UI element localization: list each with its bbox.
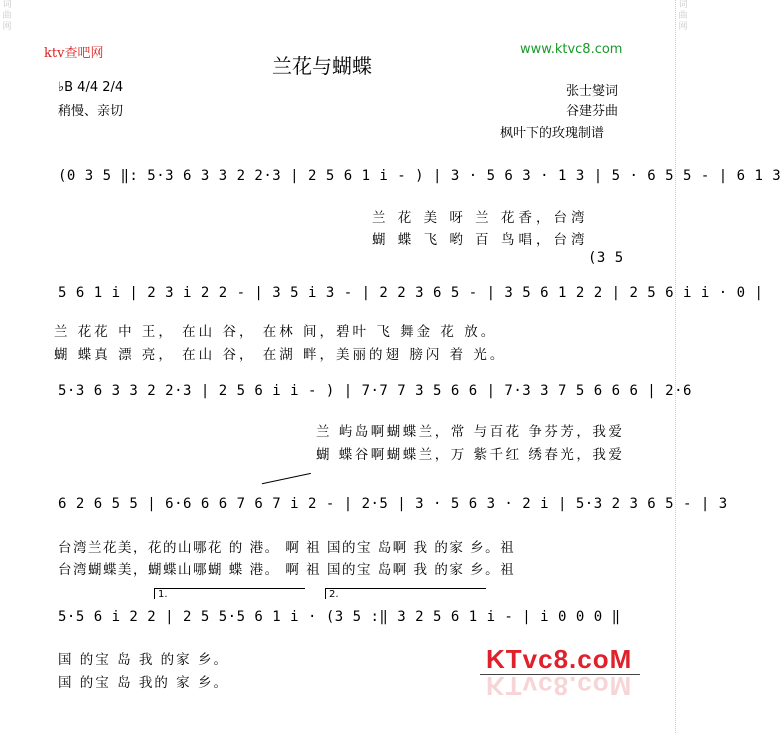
staff-line-3: 5·3 6 3 3 2 2·3 | 2 5 6 i i - ) | 7·7 7 3 5 6 6 | 7·3 3 7 5 6 6 6 | 2·6 <box>58 383 692 399</box>
song-title: 兰花与蝴蝶 <box>272 54 372 78</box>
pickup-notes: (3 5 <box>588 250 624 266</box>
watermark-left: 词 曲 网 <box>2 0 12 32</box>
site-logo-reflection: KTvc8.coM <box>486 671 633 701</box>
arranger-credit: 枫叶下的玫瑰制谱 <box>500 126 605 141</box>
lyric-line-5b: 国 的宝 岛 我的 家 乡。 <box>58 675 229 691</box>
lyric-line-3b: 蝴 蝶谷啊蝴蝶兰，万 紫千红 绣春光，我爱 <box>316 447 625 463</box>
staff-line-4: 6 2 6 5 5 | 6·6 6 6 7 6 7 i 2 - | 2·5 | 3 · 5 6 3 · 2 i | 5·3 2 3 6 5 - | 3 <box>58 496 728 512</box>
volta-bracket-1 <box>154 588 305 599</box>
lyric-line-5a: 国 的宝 岛 我 的家 乡。 <box>58 652 229 668</box>
lyric-line-2b: 蝴 蝶真 漂 亮， 在山 谷， 在湖 畔，美丽的翅 膀闪 着 光。 <box>54 347 507 363</box>
staff-line-5: 5·5 6 i 2 2 | 2 5 5·5 6 1 i · (3 5 :‖ 3 2 5 6 1 i - | i 0 0 0 ‖ <box>58 609 621 625</box>
staff-line-2: 5 6 1 i | 2 3 i 2 2 - | 3 5 i 3 - | 2 2 3 6 5 - | 3 5 6 1 2 2 | 2 5 6 i i · 0 | <box>58 285 764 301</box>
staff-line-1: (0 3 5 ‖: 5·3 6 3 3 2 2·3 | 2 5 6 1 i - ) | 3 · 5 6 3 · 1 3 | 5 · 6 5 5 - | 6 1 3 <box>58 168 781 184</box>
lyric-line-1a: 兰 花 美 呀 兰 花香，台湾 <box>372 210 589 226</box>
key-time-signature: ♭B 4/4 2/4 <box>58 80 124 95</box>
lyric-line-2a: 兰 花花 中 王， 在山 谷， 在林 间，碧叶 飞 舞金 花 放。 <box>54 324 498 340</box>
lyric-line-3a: 兰 屿岛啊蝴蝶兰，常 与百花 争芬芳，我爱 <box>316 424 625 440</box>
site-logo: KTvc8.coM <box>486 644 633 674</box>
brand-left[interactable]: ktv查吧网 <box>44 46 104 61</box>
lyricist-credit: 张士燮词 <box>566 84 619 99</box>
watermark-right: 词 曲 网 <box>675 0 690 733</box>
lyric-line-4b: 台湾蝴蝶美，蝴蝶山哪蝴 蝶 港。 啊 祖 国的宝 岛啊 我 的家 乡。祖 <box>58 562 516 578</box>
composer-credit: 谷建芬曲 <box>566 104 619 119</box>
lyric-line-4a: 台湾兰花美，花的山哪花 的 港。 啊 祖 国的宝 岛啊 我 的家 乡。祖 <box>58 540 516 556</box>
crescendo-mark <box>262 473 312 490</box>
lyric-line-1b: 蝴 蝶 飞 哟 百 鸟唱，台湾 <box>372 232 589 248</box>
volta-label-2: 2. <box>329 589 339 600</box>
brand-right[interactable]: www.ktvc8.com <box>520 42 623 57</box>
volta-bracket-2 <box>325 588 486 599</box>
volta-label-1: 1. <box>158 589 168 600</box>
tempo-marking: 稍慢、亲切 <box>58 104 124 119</box>
